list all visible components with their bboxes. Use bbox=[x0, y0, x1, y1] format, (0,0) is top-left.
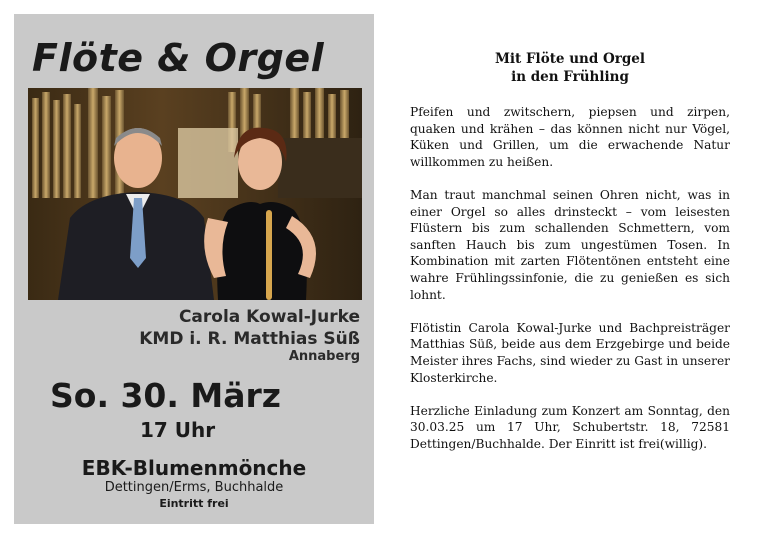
article-paragraph: Man traut manchmal seinen Ohren nicht, was in einer Orgel so alles drinsteckt – vom leisesten Flüstern bis zum schallenden Schmettern, vom sanften Hauch bis zum ungestümen Tosen. In Kombination mit zarten Flötentönen entsteht eine wahre Frühlingssinfonie, die zu genießen es sich lohnt. bbox=[410, 187, 730, 302]
performers-photo bbox=[28, 88, 362, 300]
article-paragraph: Flötistin Carola Kowal-Jurke und Bachpreisträger Matthias Süß, beide aus dem Erzgebirge und beide Meister ihres Fachs, sind wieder zu Gast in unserer Klosterkirche. bbox=[410, 320, 730, 385]
article-heading-line-1: Mit Flöte und Orgel bbox=[494, 51, 646, 67]
concert-poster bbox=[14, 14, 374, 524]
article-paragraph: Pfeifen und zwitschern, piepsen und zirpen, quaken und krähen – das können nicht nur Vögel, Küken und Grillen, um die erwachende Natur willkommen zu heißen. bbox=[410, 105, 730, 169]
venue-block bbox=[14, 456, 374, 512]
venue-name: EBK-Blumenmönche bbox=[81, 456, 307, 480]
performer-organ: KMD i. R. Matthias Süß bbox=[139, 329, 360, 349]
article-text bbox=[410, 50, 730, 469]
performers-figures bbox=[28, 118, 362, 300]
performers-block bbox=[139, 306, 360, 364]
poster-title: Flöte & Orgel bbox=[32, 36, 325, 80]
article-paragraph: Herzliche Einladung zum Konzert am Sonntag, den 30.03.25 um 17 Uhr, Schubertstr. 18, 72581 Dettingen/Buchhalde. Der Einritt ist frei(willig). bbox=[410, 403, 730, 451]
performer-flute: Carola Kowal-Jurke bbox=[178, 307, 360, 327]
article-heading-line-2: in den Frühling bbox=[511, 69, 629, 85]
admission-note: Eintritt frei bbox=[159, 497, 229, 510]
concert-date: So. 30. März bbox=[50, 376, 281, 415]
venue-place: Dettingen/Erms, Buchhalde bbox=[104, 480, 284, 495]
article-heading bbox=[410, 50, 730, 86]
performer-organ-place: Annaberg bbox=[288, 349, 360, 364]
concert-time: 17 Uhr bbox=[140, 418, 216, 442]
